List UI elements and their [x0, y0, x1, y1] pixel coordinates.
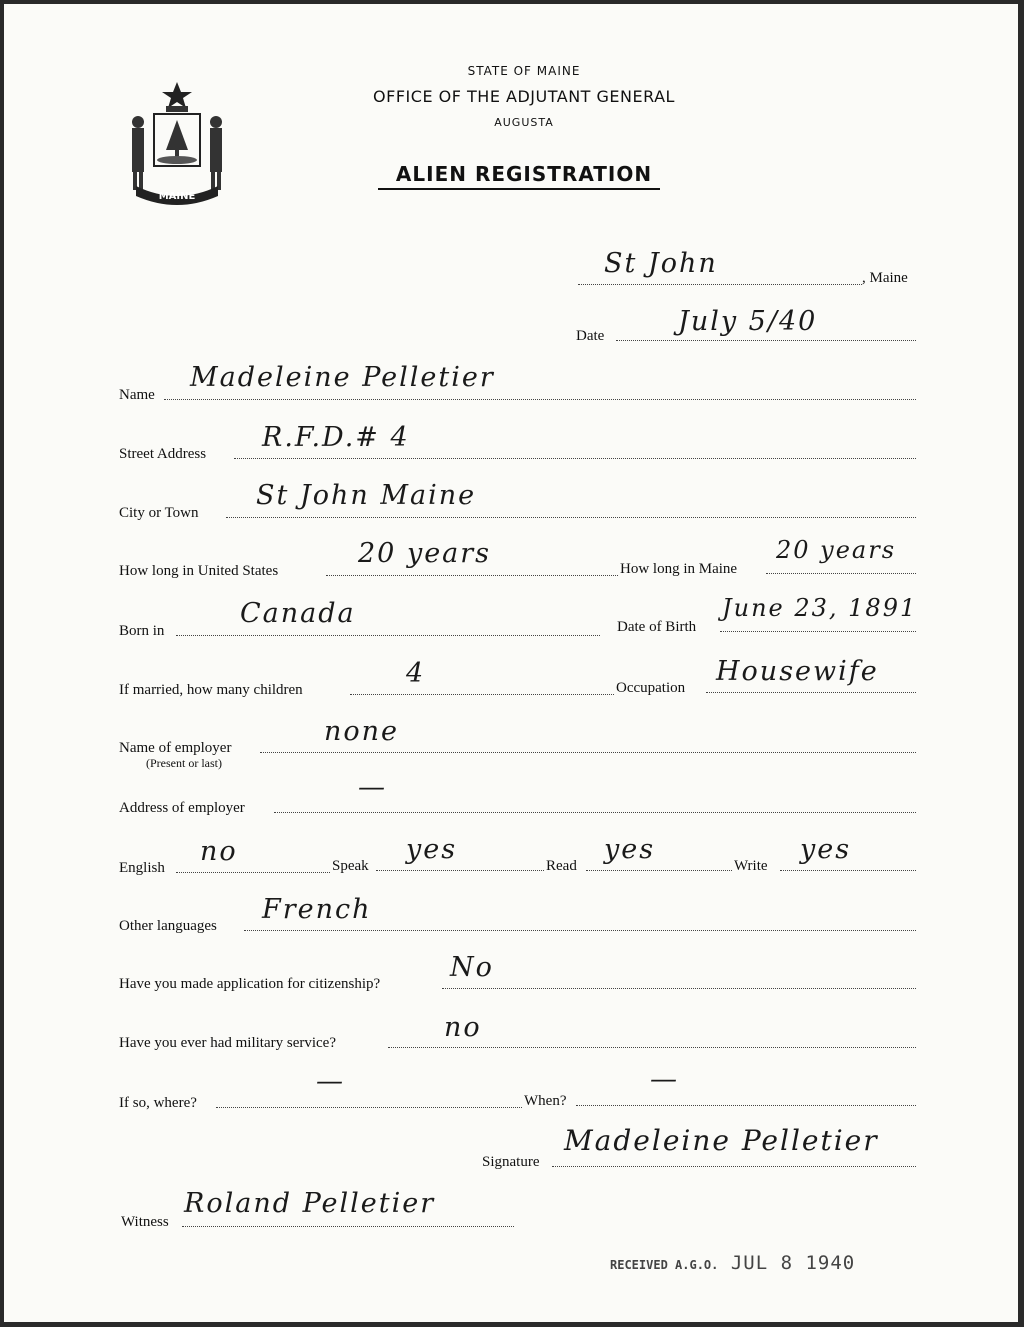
city-heading: AUGUSTA: [494, 116, 554, 129]
write-label: Write: [734, 858, 768, 874]
us-duration-value: 20 years: [358, 538, 492, 569]
read-label: Read: [546, 858, 577, 874]
employer-value: none: [324, 716, 400, 747]
occupation-label: Occupation: [616, 680, 686, 696]
speak-label: Speak: [332, 858, 369, 874]
english-line: [176, 872, 330, 873]
employer-address-value: —: [358, 772, 387, 803]
form-title: ALIEN REGISTRATION: [395, 162, 653, 186]
city-town-value: St John Maine: [256, 480, 477, 511]
read-value: yes: [604, 834, 656, 865]
children-label: If married, how many children: [119, 682, 303, 698]
city-town-line: [226, 517, 916, 518]
other-languages-label: Other languages: [119, 918, 217, 934]
children-value: 4: [406, 658, 426, 689]
name-label: Name: [119, 387, 155, 403]
town-line: [578, 284, 862, 285]
when-line: [576, 1105, 916, 1106]
where-line: [216, 1107, 522, 1108]
when-label: When?: [524, 1093, 567, 1109]
maine-label: , Maine: [862, 270, 908, 286]
name-value: Madeleine Pelletier: [190, 362, 495, 393]
title-underline: [378, 188, 660, 190]
received-stamp: [610, 1252, 855, 1274]
maine-duration-value: 20 years: [776, 536, 897, 564]
speak-line: [376, 870, 544, 871]
date-line: [616, 340, 916, 341]
when-value: —: [650, 1064, 679, 1095]
english-value: no: [200, 836, 238, 867]
dob-line: [720, 631, 916, 632]
received-stamp-label: RECEIVED A.G.O.: [610, 1258, 719, 1272]
signature-label: Signature: [482, 1154, 540, 1170]
occupation-line: [706, 692, 916, 693]
other-languages-line: [244, 930, 916, 931]
witness-line: [182, 1226, 514, 1227]
witness-label: Witness: [121, 1214, 169, 1230]
citizenship-label: Have you made application for citizenship?: [119, 976, 381, 992]
witness-value: Roland Pelletier: [184, 1188, 436, 1219]
military-line: [388, 1047, 916, 1048]
dob-label: Date of Birth: [617, 619, 697, 635]
born-in-line: [176, 635, 600, 636]
street-line: [234, 458, 916, 459]
name-line: [164, 399, 916, 400]
us-duration-label: How long in United States: [119, 563, 279, 579]
write-line: [780, 870, 916, 871]
read-line: [586, 870, 732, 871]
street-value: R.F.D.# 4: [262, 422, 410, 453]
where-label: If so, where?: [119, 1095, 197, 1111]
write-value: yes: [800, 834, 852, 865]
state-heading: STATE OF MAINE: [467, 64, 581, 78]
employer-label: Name of employer: [119, 740, 232, 756]
city-town-label: City or Town: [119, 505, 199, 521]
employer-address-label: Address of employer: [119, 800, 245, 816]
speak-value: yes: [406, 834, 458, 865]
occupation-value: Housewife: [716, 656, 879, 687]
where-value: —: [316, 1066, 345, 1097]
military-value: no: [444, 1012, 482, 1043]
other-languages-value: French: [262, 894, 372, 925]
employer-address-line: [274, 812, 916, 813]
town-value: St John: [604, 248, 718, 279]
us-duration-line: [326, 575, 618, 576]
born-in-value: Canada: [240, 598, 356, 629]
children-line: [350, 694, 614, 695]
english-label: English: [119, 860, 165, 876]
date-value: July 5/40: [678, 306, 818, 337]
seal-banner-text: MAINE: [158, 191, 196, 202]
alien-registration-form: [4, 4, 1018, 1322]
employer-line: [260, 752, 916, 753]
military-label: Have you ever had military service?: [119, 1035, 336, 1051]
date-label: Date: [576, 328, 605, 344]
maine-duration-label: How long in Maine: [620, 561, 738, 577]
maine-duration-line: [766, 573, 916, 574]
employer-note: (Present or last): [146, 756, 222, 770]
signature-value: Madeleine Pelletier: [564, 1124, 879, 1157]
citizenship-line: [442, 988, 916, 989]
received-stamp-date: JUL 8 1940: [730, 1252, 856, 1274]
signature-line: [552, 1166, 916, 1167]
citizenship-value: No: [450, 952, 494, 983]
dob-value: June 23, 1891: [722, 594, 918, 622]
street-label: Street Address: [119, 446, 207, 462]
born-in-label: Born in: [119, 623, 165, 639]
office-heading: OFFICE OF THE ADJUTANT GENERAL: [373, 87, 675, 106]
